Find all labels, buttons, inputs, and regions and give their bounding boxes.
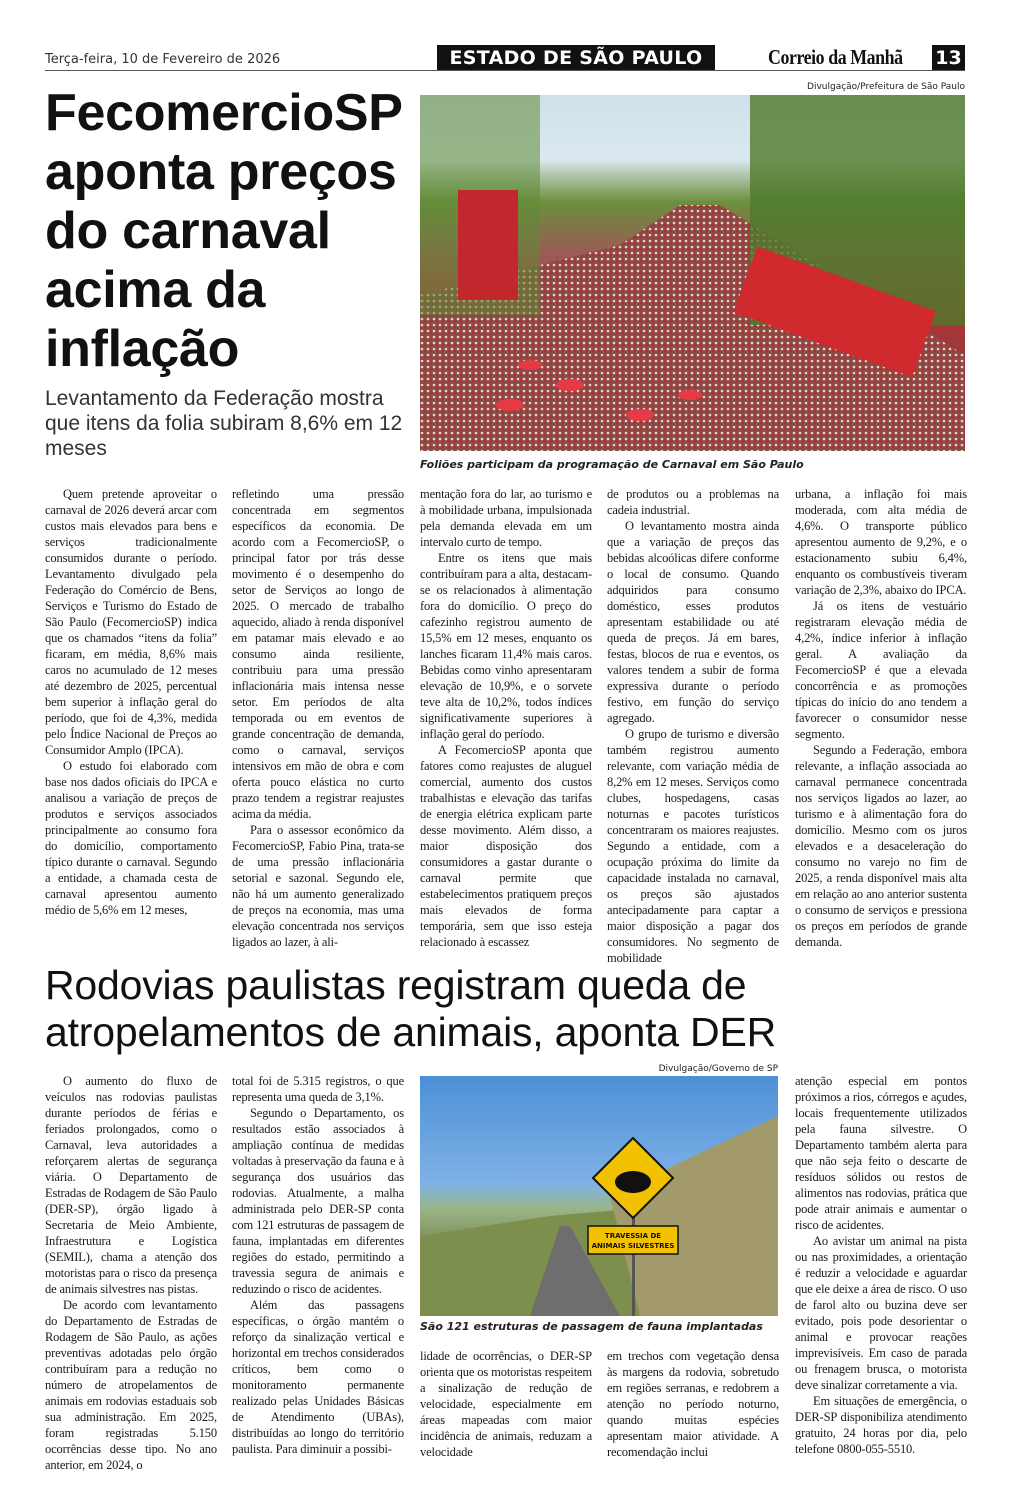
sign-text-line2: ANIMAIS SILVESTRES bbox=[591, 1242, 675, 1250]
article1-column bbox=[607, 486, 779, 966]
article1-column bbox=[420, 486, 592, 950]
paragraph: O levantamento mostra ainda que a variação de preços das bebidas alcoólicas difere conforme o local de consumo. Quando adquiridos para consumo doméstico, esses produtos apresentam estabilidade ou até queda de preços. Já em bares, festas, blocos de rua e eventos, os valores tendem a subir de forma expressiva durante o período festivo, em função do serviço agregado. bbox=[607, 519, 779, 725]
article1-headline: FecomercioSP aponta preços do carnaval acima da inflação bbox=[45, 84, 402, 378]
road-sign-illustration bbox=[420, 1076, 778, 1316]
article1-subtitle: Levantamento da Federação mostra que itens da folia subiram 8,6% em 12 meses bbox=[45, 387, 403, 460]
paragraph: total foi de 5.315 registros, o que representa uma queda de 3,1%. bbox=[232, 1074, 404, 1104]
photo1-caption: Foliões participam da programação de Carnaval em São Paulo bbox=[420, 458, 804, 471]
issue-date: Terça-feira, 10 de Fevereiro de 2026 bbox=[45, 52, 281, 67]
paragraph: Ao avistar um animal na pista ou nas proximidades, a orientação é reduzir a velocidade e aguardar que ele deixe a área de risco. O uso de farol alto ou buzina deve ser evitado, pois pode desorientar o animal e provocar reações imprevisíveis. Em caso de parada ou frenagem brusca, o motorista deve sinalizar corretamente a via. bbox=[795, 1234, 967, 1392]
article1-column bbox=[232, 486, 404, 950]
paragraph: Segundo o Departamento, os resultados estão associados à ampliação contínua de medidas voltadas à preservação da fauna e à segurança dos usuários das rodovias. Atualmente, a malha administrada pelo DER-SP conta com 121 estruturas de passagem de fauna, implantadas em diferentes regiões do estado, permitindo a travessia segura de animais e reduzindo o risco de acidentes. bbox=[232, 1106, 404, 1296]
section-label: ESTADO DE SÃO PAULO bbox=[437, 45, 715, 71]
article2-headline: Rodovias paulistas registram queda de atropelamentos de animais, aponta DER bbox=[45, 962, 777, 1055]
paragraph: Quem pretende aproveitar o carnaval de 2026 deverá arcar com custos mais elevados para bens e serviços tradicionalmente consumidos durante o período. Levantamento divulgado pela Federação do Comércio de Bens, Serviços e Turismo do Estado de São Paulo (FecomercioSP) indica que os chamados “itens da folia” ficaram, em média, 8,6% mais caros no acumulado de 12 meses até dezembro de 2025, percentual bem superior à inflação geral do período, que foi de 4,3%, medida pelo Índice Nacional de Preços ao Consumidor Amplo (IPCA). bbox=[45, 487, 217, 757]
paragraph: O grupo de turismo e diversão também registrou aumento relevante, com variação média de 8,2% em 12 meses. Serviços como clubes, hospedagens, casas noturnas e pacotes turísticos concentraram os maiores reajustes. Segundo a entidade, com a ocupação próxima do limite da capacidade instalada no carnaval, os preços são ajustados antecipadamente para captar a maior disposição a pagar dos consumidores. No segmento de mobilidade bbox=[607, 727, 779, 965]
paragraph: Além das passagens específicas, o órgão mantém o reforço da sinalização vertical e horizontal em trechos considerados críticos, bem como o monitoramento permanente realizado pelas Unidades Básicas de Atendimento (UBAs), distribuídas ao longo do território paulista. Para diminuir a possibi- bbox=[232, 1298, 404, 1456]
paragraph: lidade de ocorrências, o DER-SP orienta que os motoristas respeitem a sinalização de redução de velocidade, especialmente em áreas mapeadas com maior incidência de animais, reduzam a velocidade bbox=[420, 1349, 592, 1459]
paragraph: Para o assessor econômico da FecomercioSP, Fabio Pina, trata-se de uma pressão inflacionária setorial e sazonal. Segundo ele, não há um aumento generalizado de preços na economia, mas uma elevação concentrada nos serviços ligados ao lazer, à ali- bbox=[232, 823, 404, 949]
paragraph: De acordo com levantamento do Departamento de Estradas de Rodagem de São Paulo, as ações preventivas adotadas pelo órgão contribuíram para a redução no número de atropelamentos de animais em rodovias estaduais sob sua administração. Em 2025, foram registradas 5.150 ocorrências desse tipo. No ano anterior, em 2024, o bbox=[45, 1298, 217, 1472]
sign-text-line1: TRAVESSIA DE bbox=[604, 1232, 662, 1240]
photo2-credit: Divulgação/Governo de SP bbox=[658, 1064, 778, 1074]
paragraph: A FecomercioSP aponta que fatores como reajustes de aluguel comercial, aumento dos custos trabalhistas e elevação das tarifas de energia elétrica explicam parte desse movimento. Além disso, a maior disposição dos consumidores a gastar durante o carnaval permite que estabelecimentos pratiquem preços mais elevados de forma temporária, sem que isso esteja relacionado à escassez bbox=[420, 743, 592, 949]
newspaper-logo: Correio da Manhã bbox=[768, 45, 903, 69]
page-number: 13 bbox=[932, 45, 965, 71]
paragraph: Em situações de emergência, o DER-SP disponibiliza atendimento gratuito, 24 horas por dia, pelo telefone 0800-055-5510. bbox=[795, 1394, 967, 1456]
paragraph: Entre os itens que mais contribuíram para a alta, destacam-se os relacionados à alimentação fora do domicílio. O preço do cafezinho registrou aumento de 15,5% em 12 meses, enquanto os lanches ficaram 11,4% mais caros. Bebidas como vinho apresentaram elevação de 10,9%, e o sorvete teve alta de 10,2%, todos índices significativamente superiores à inflação geral do período. bbox=[420, 551, 592, 741]
article1-column bbox=[795, 486, 967, 950]
article2-column bbox=[232, 1073, 404, 1457]
article1-column bbox=[45, 486, 217, 918]
paragraph: O aumento do fluxo de veículos nas rodovias paulistas durante períodos de férias e feriados prolongados, como o Carnaval, leva autoridades a reforçarem alertas de segurança viária. O Departamento de Estradas de Rodagem de São Paulo (DER-SP), órgão ligado à Secretaria de Meio Ambiente, Infraestrutura e Logística (SEMIL), chama a atenção dos motoristas para o risco da presença de animais silvestres nas pistas. bbox=[45, 1074, 217, 1296]
road-wildlife-sign-photo bbox=[420, 1076, 778, 1316]
article2-column bbox=[420, 1348, 592, 1460]
photo2-caption: São 121 estruturas de passagem de fauna implantadas bbox=[420, 1320, 763, 1333]
carnival-crowd-photo bbox=[420, 95, 965, 451]
paragraph: refletindo uma pressão concentrada em segmentos específicos da economia. De acordo com a FecomercioSP, o principal fator por trás desse movimento é o desempenho do setor de Serviços ao longo de 2025. O mercado de trabalho aquecido, aliado à renda disponível em patamar mais elevado e ao consumo ainda resiliente, contribuiu para uma pressão inflacionária mais intensa nesse setor. Em períodos de alta temporada ou em eventos de grande concentração de demanda, como o carnaval, serviços intensivos em mão de obra e com oferta pouco elástica no curto prazo tendem a registrar reajustes acima da média. bbox=[232, 487, 404, 821]
paragraph: urbana, a inflação foi mais moderada, com alta média de 4,6%. O transporte público apresentou aumento de 9,2%, e o estacionamento subiu 6,4%, enquanto os combustíveis tiveram variação de 2,3%, abaixo do IPCA. bbox=[795, 487, 967, 597]
paragraph: O estudo foi elaborado com base nos dados oficiais do IPCA e analisou a variação de preços de produtos e serviços associados principalmente ao consumo fora do domicílio, comportamento típico durante o carnaval. Segundo a entidade, a chamada cesta de carnaval apresentou aumento médio de 5,6% em 12 meses, bbox=[45, 759, 217, 917]
header-divider bbox=[45, 70, 965, 71]
article2-column bbox=[795, 1073, 967, 1457]
paragraph: mentação fora do lar, ao turismo e à mobilidade urbana, impulsionada pela demanda elevada em um intervalo curto de tempo. bbox=[420, 487, 592, 549]
article2-column bbox=[45, 1073, 217, 1473]
photo1-credit: Divulgação/Prefeitura de São Paulo bbox=[807, 82, 965, 92]
paragraph: atenção especial em pontos próximos a rios, córregos e açudes, locais frequentemente utilizados pela fauna silvestre. O Departamento também alerta para que não seja feito o descarte de resíduos sólidos ou restos de alimentos nas rodovias, prática que pode atrair animais e aumentar o risco de acidentes. bbox=[795, 1074, 967, 1232]
paragraph: Já os itens de vestuário registraram elevação média de 4,2%, índice inferior à inflação geral. A avaliação da FecomercioSP é que a elevada concorrência e as promoções típicas do início do ano tendem a favorecer o consumidor nesse segmento. bbox=[795, 599, 967, 741]
article2-column bbox=[607, 1348, 779, 1460]
paragraph: Segundo a Federação, embora relevante, a inflação associada ao carnaval permanece concentrada nos serviços ligados ao lazer, ao turismo e à alimentação fora do domicílio. Mesmo com os juros elevados e a desaceleração do consumo no varejo no fim de 2025, a renda disponível mais alta em relação ao ano anterior sustenta o consumo de serviços e pressiona os preços em períodos de grande demanda. bbox=[795, 743, 967, 949]
carnival-crowd-illustration bbox=[420, 95, 965, 451]
paragraph: em trechos com vegetação densa às margens da rodovia, sobretudo em regiões serranas, e redobrem a atenção no período noturno, quando muitas espécies apresentam maior atividade. A recomendação inclui bbox=[607, 1349, 779, 1459]
paragraph: de produtos ou a problemas na cadeia industrial. bbox=[607, 487, 779, 517]
